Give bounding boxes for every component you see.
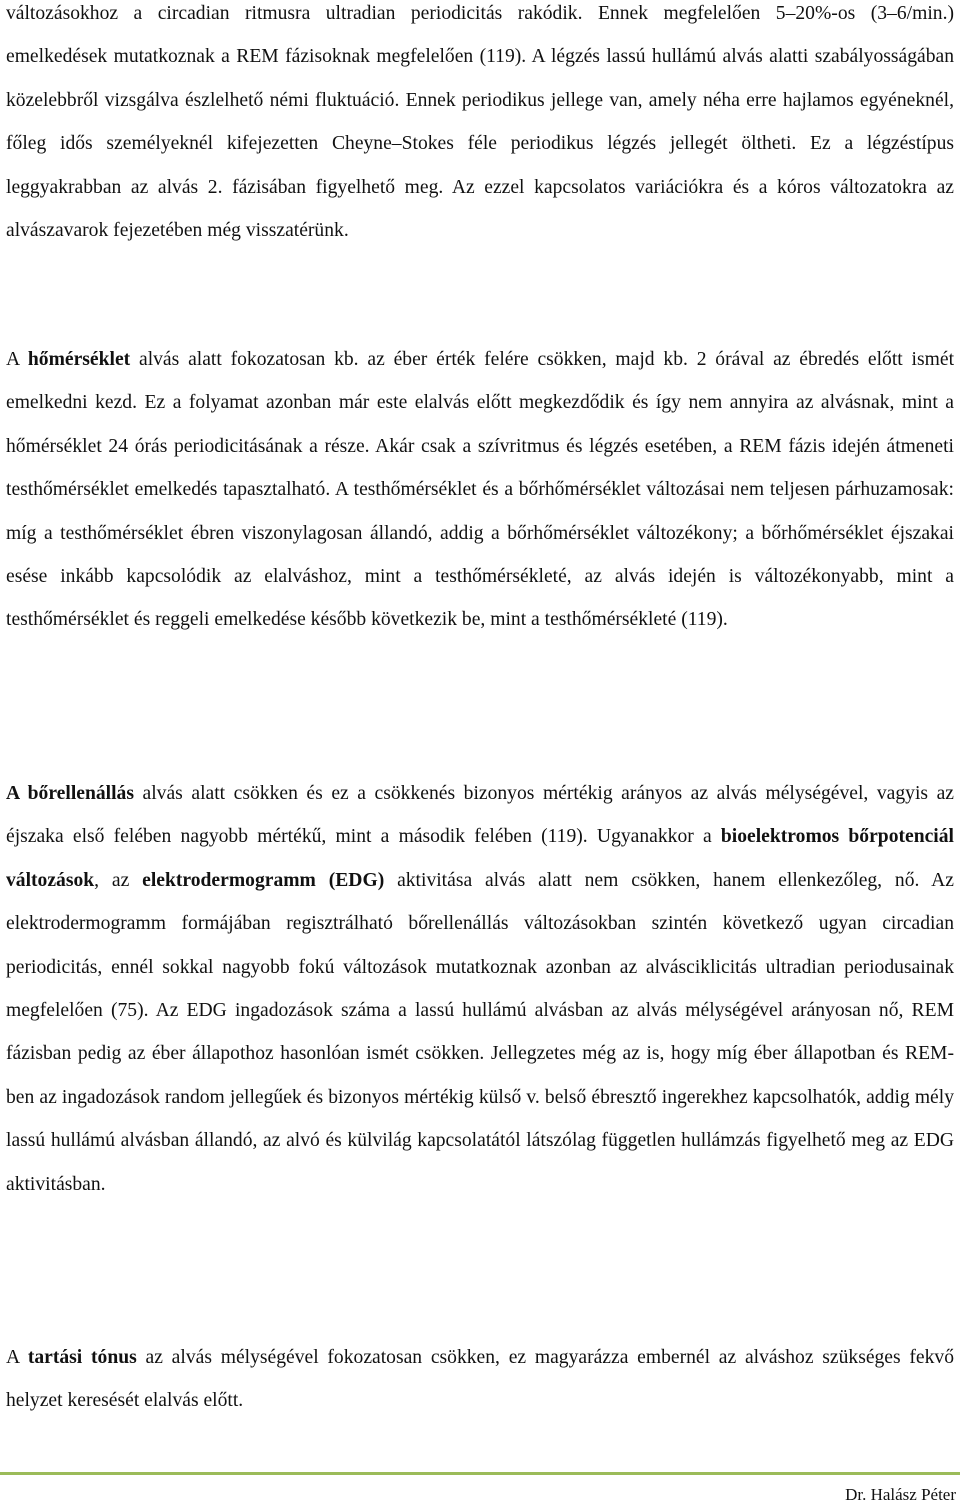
paragraph-respiration (6, 0, 954, 252)
paragraph-muscle-tone (6, 1336, 954, 1423)
paragraph-temperature (6, 338, 954, 642)
paragraph-text: változásokhoz a circadian ritmusra ultradian periodicitás rakódik. Ennek megfelelően 5–20%-os (3–6/min.) emelkedések mutatkoznak a REM fázisoknak megfelelően (119). A légzés lassú hullámú alvás alatti szabályosságában közelebbről vizsgálva észlelhető némi fluktuáció. Ennek periodikus jellege van, amely néha erre hajlamos egyéneknél, főleg idős személyeknél kifejezetten Cheyne–Stokes féle periodikus légzés jellegét öltheti. Ez a légzéstípus leggyakrabban az alvás 2. fázisában figyelhető meg. Az ezzel kapcsolatos variációkra és a kóros változatokra az alvászavarok fejezetében még visszatérünk. (6, 3, 954, 242)
paragraph-text: aktivitása alvás alatt nem csökken, hanem ellenkezőleg, nő. Az elektrodermogramm formájában regisztrálható bőrellenállás változásokban szintén következő ugyan circadian periodicitás, ennél sokkal nagyobb fokú változások mutatkoznak azonban az alvásciklicitás ultradian periodusainak megfelelően (75). Az EDG ingadozások száma a lassú hullámú alvásban az alvás mélységével arányosan nő, REM fázisban pedig az éber állapothoz hasonlóan ismét csökken. Jellegzetes még az is, hogy míg éber állapotban és REM-ben az ingadozások random jellegűek és bizonyos mértékig külső v. belső ébresztő ingerekhez kapcsolhatók, addig mély lassú hullámú alvásban állandó, az alvó és külvilág kapcsolatától látszólag független hullámzás figyelhető meg az EDG aktivitásban. (6, 869, 955, 1195)
paragraph-text: , az (94, 869, 143, 891)
paragraph-text: alvás alatt csökken és ez a csökkenés bizonyos mértékig arányos az alvás mélységével, vagyis az éjszaka első felében nagyobb mértékű, mint a második felében (119). Ugyanakkor a (6, 783, 954, 848)
paragraph-text: A (6, 349, 28, 370)
term-skin-potential: bioelektromos bőrpotenciál változások (6, 826, 954, 891)
paragraph-text: A (6, 1347, 28, 1368)
footer-author: Dr. Halász Péter (845, 1485, 956, 1504)
paragraph-skin-resistance (6, 772, 954, 1206)
paragraph-text: az alvás mélységével fokozatosan csökken, ez magyarázza embernél az alváshoz szükséges fekvő helyzet keresését elalvás előtt. (6, 1347, 955, 1412)
term-temperature: hőmérséklet (27, 349, 131, 370)
term-muscle-tone: tartási tónus (27, 1347, 137, 1368)
term-edg: elektrodermogramm (EDG) (142, 869, 385, 891)
term-skin-resistance: A bőrellenállás (6, 783, 134, 804)
footer-divider (0, 1472, 960, 1475)
paragraph-text: alvás alatt fokozatosan kb. az éber érték felére csökken, majd kb. 2 órával az ébredés előtt ismét emelkedni kezd. Ez a folyamat azonban már este elalvás előtt megkezdődik és így nem annyira az alvásnak, mint a hőmérséklet 24 órás periodicitásának a része. Akár csak a szívritmus és légzés esetében, a REM fázis idején átmeneti testhőmérséklet emelkedés tapasztalható. A testhőmérséklet és a bőrhőmérséklet változásai nem teljesen párhuzamosak: míg a testhőmérséklet ébren viszonylagosan állandó, addig a bőrhőmérséklet változékony; a bőrhőmérséklet éjszakai esése inkább kapcsolódik az elalváshoz, mint a testhőmérsékleté, az alvás idején is változékonyabb, mint a testhőmérséklet és reggeli emelkedése később következik be, mint a testhőmérsékleté (119). (6, 349, 955, 631)
